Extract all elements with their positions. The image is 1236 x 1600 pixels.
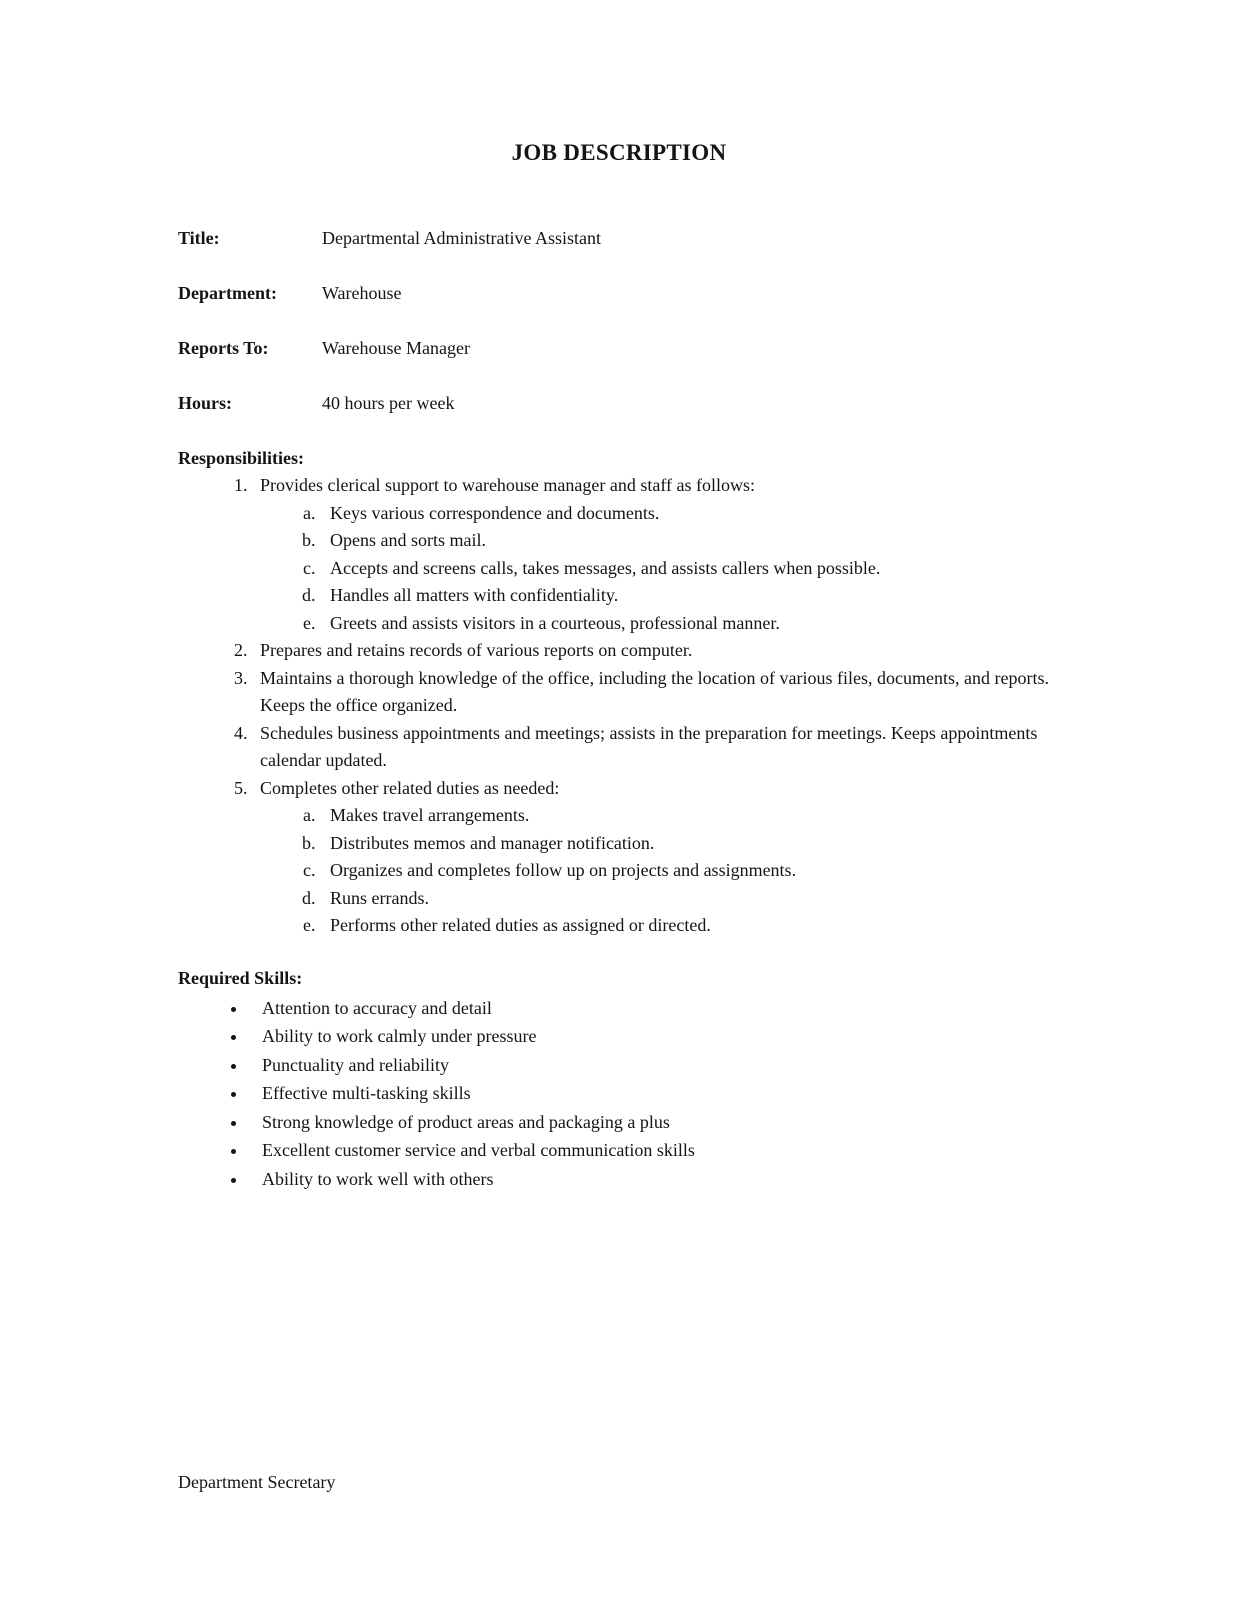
skill-item: • Strong knowledge of product areas and packaging a plus xyxy=(248,1108,1060,1137)
skill-item: • Effective multi-tasking skills xyxy=(248,1079,1060,1108)
field-label-title: Title: xyxy=(178,228,220,248)
responsibility-item-text: Completes other related duties as needed: xyxy=(260,777,560,798)
skill-item: • Excellent customer service and verbal communication skills xyxy=(248,1136,1060,1165)
skill-item: • Ability to work calmly under pressure xyxy=(248,1022,1060,1051)
responsibility-subitem: a. Keys various correspondence and documents. xyxy=(320,500,980,528)
responsibility-subitem: c. Accepts and screens calls, takes messages, and assists callers when possible. xyxy=(320,555,980,583)
responsibility-item xyxy=(252,637,1060,665)
responsibility-item-text: Prepares and retains records of various reports on computer. xyxy=(260,640,693,660)
responsibility-item xyxy=(252,775,1060,940)
responsibility-subitem: a. Makes travel arrangements. xyxy=(320,802,980,830)
skill-item: • Punctuality and reliability xyxy=(248,1051,1060,1080)
responsibility-item-text: Schedules business appointments and meetings; assists in the preparation for meetings. Keeps appointments calendar updated. xyxy=(260,722,1038,770)
document-footer: Department Secretary xyxy=(178,1472,336,1492)
field-row-title xyxy=(178,224,1060,252)
responsibility-sublist xyxy=(260,802,1060,940)
field-value-reports-to: Warehouse Manager xyxy=(322,338,470,358)
responsibility-subitem: e. Greets and assists visitors in a courteous, professional manner. xyxy=(320,610,980,638)
field-value-title: Departmental Administrative Assistant xyxy=(322,228,601,248)
required-skills-list xyxy=(178,994,1060,1194)
responsibility-subitem: b. Distributes memos and manager notification. xyxy=(320,830,980,858)
responsibilities-list xyxy=(178,472,1060,940)
field-list xyxy=(178,224,1060,417)
responsibility-subitem: d. Handles all matters with confidentiality. xyxy=(320,582,980,610)
responsibility-item xyxy=(252,720,1060,775)
field-label-reports-to: Reports To: xyxy=(178,338,269,358)
responsibility-subitem: e. Performs other related duties as assigned or directed. xyxy=(320,912,980,940)
skill-item: • Attention to accuracy and detail xyxy=(248,994,1060,1023)
field-value-hours: 40 hours per week xyxy=(322,393,455,413)
field-row-reports-to xyxy=(178,334,1060,362)
required-skills-heading: Required Skills: xyxy=(178,967,303,988)
responsibility-subitem: c. Organizes and completes follow up on projects and assignments. xyxy=(320,857,980,885)
responsibilities-heading: Responsibilities: xyxy=(178,448,305,468)
responsibility-subitem: b. Opens and sorts mail. xyxy=(320,527,980,555)
field-label-hours: Hours: xyxy=(178,393,232,413)
field-label-department: Department: xyxy=(178,283,277,303)
field-row-hours xyxy=(178,389,1060,417)
document-title: JOB DESCRIPTION xyxy=(511,140,727,165)
responsibility-subitem: d. Runs errands. xyxy=(320,885,980,913)
responsibility-sublist xyxy=(260,500,1060,638)
responsibility-item xyxy=(252,472,1060,637)
responsibility-item-text: Maintains a thorough knowledge of the office, including the location of various files, documents, and reports. Keeps the office organized. xyxy=(260,667,1049,715)
skill-item: • Ability to work well with others xyxy=(248,1165,1060,1194)
responsibility-item-text: Provides clerical support to warehouse manager and staff as follows: xyxy=(260,475,756,495)
field-value-department: Warehouse xyxy=(322,283,402,303)
field-row-department xyxy=(178,279,1060,307)
responsibility-item xyxy=(252,665,1060,720)
